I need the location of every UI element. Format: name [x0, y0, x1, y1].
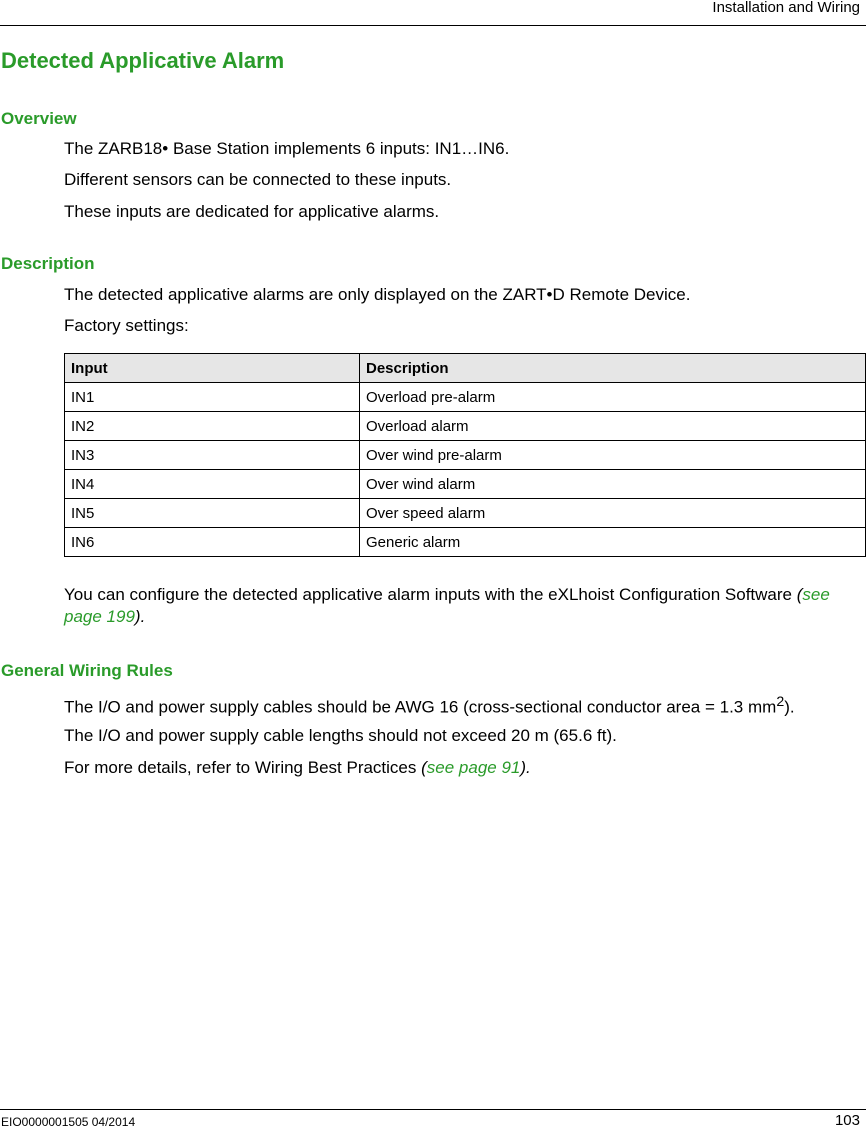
page-title: Detected Applicative Alarm	[1, 48, 285, 73]
input-cell: IN5	[65, 499, 360, 528]
wiring-heading: General Wiring Rules	[1, 661, 173, 680]
footer-divider	[0, 1109, 866, 1110]
description-cell: Generic alarm	[360, 528, 866, 557]
configure-close-paren: ).	[134, 607, 146, 626]
table-header-description: Description	[360, 354, 866, 383]
input-cell: IN6	[65, 528, 360, 557]
header-divider	[0, 25, 866, 26]
superscript-2: 2	[776, 694, 785, 710]
configure-open-paren: (	[796, 585, 803, 604]
factory-settings-table	[64, 353, 866, 557]
table-row	[65, 383, 866, 412]
table-header-input: Input	[65, 354, 360, 383]
table-row	[65, 412, 866, 441]
description-cell: Over speed alarm	[360, 499, 866, 528]
table-header-row	[65, 354, 866, 383]
description-cell: Overload alarm	[360, 412, 866, 441]
input-cell: IN1	[65, 383, 360, 412]
table-row	[65, 499, 866, 528]
description-heading: Description	[1, 254, 95, 273]
input-cell: IN3	[65, 441, 360, 470]
document-reference: EIO0000001505 04/2014	[1, 1115, 136, 1129]
table-row	[65, 470, 866, 499]
description-cell: Over wind alarm	[360, 470, 866, 499]
description-line-1: The detected applicative alarms are only displayed on the ZART•D Remote Device.	[64, 285, 691, 304]
overview-heading: Overview	[1, 109, 77, 128]
overview-line-2: Different sensors can be connected to these inputs.	[64, 170, 452, 189]
input-cell: IN2	[65, 412, 360, 441]
overview-line-1: The ZARB18• Base Station implements 6 inputs: IN1…IN6.	[64, 139, 510, 158]
description-cell: Overload pre-alarm	[360, 383, 866, 412]
wiring-line-1: The I/O and power supply cables should be AWG 16 (cross-sectional conductor area = 1.3 $mm^2$).	[64, 694, 795, 717]
see-page-199-link[interactable]: see page 199	[64, 585, 830, 626]
configure-text: You can configure the detected applicative alarm inputs with the eXLhoist Configuration Software	[64, 585, 792, 604]
factory-settings-label: Factory settings:	[64, 316, 189, 335]
running-header: Installation and Wiring	[712, 0, 860, 16]
table-row	[65, 441, 866, 470]
configure-paragraph	[64, 584, 864, 628]
description-cell: Over wind pre-alarm	[360, 441, 866, 470]
wiring-line-2: The I/O and power supply cable lengths should not exceed 20 m (65.6 ft).	[64, 726, 617, 745]
input-cell: IN4	[65, 470, 360, 499]
see-page-91-link[interactable]: see page 91	[426, 758, 521, 777]
table-row	[65, 528, 866, 557]
page-number: 103	[834, 1112, 860, 1129]
overview-line-3: These inputs are dedicated for applicative alarms.	[64, 202, 440, 221]
wiring-line-3: For more details, refer to Wiring Best Practices (see page 91).	[64, 758, 531, 777]
